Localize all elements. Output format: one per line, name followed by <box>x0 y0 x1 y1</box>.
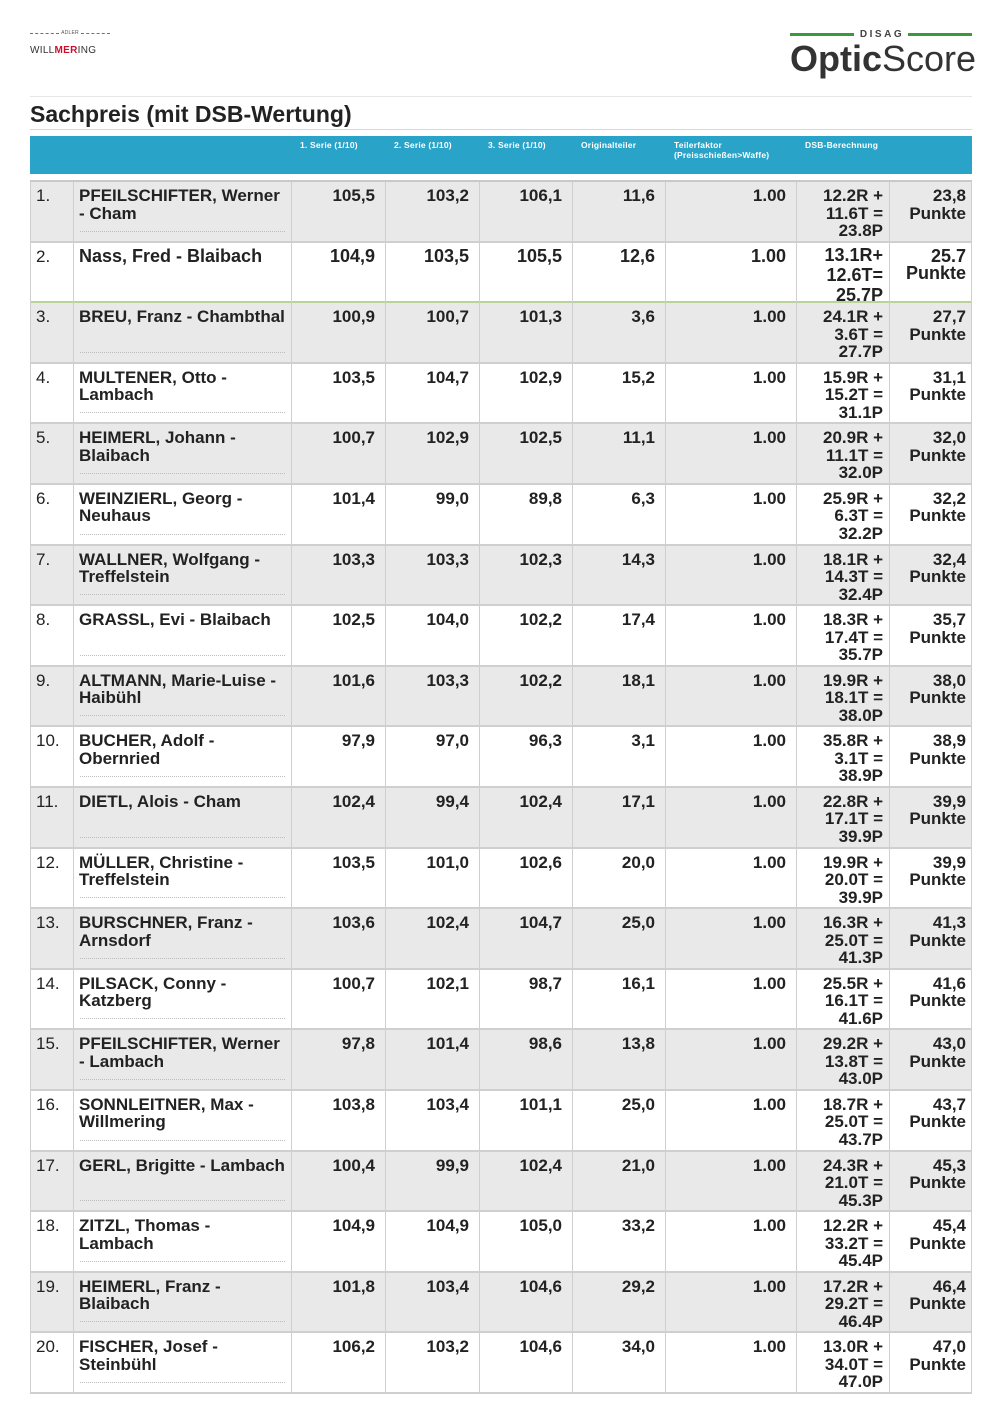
serie-1-cell: 103,6 <box>292 909 386 968</box>
points-cell: 43,0 Punkte <box>890 1030 972 1089</box>
dsb-calc-cell: 24.3R + 21.0T = 45.3P <box>797 1152 890 1211</box>
name-cell <box>74 849 292 908</box>
participant-name: HEIMERL, Johann - Blaibach <box>79 428 236 465</box>
table-row <box>30 788 972 849</box>
originalteiler-cell: 13,8 <box>573 1030 666 1089</box>
points-cell: 35,7 Punkte <box>890 606 972 665</box>
points-cell: 39,9 Punkte <box>890 849 972 908</box>
dotted-rule <box>80 1382 285 1383</box>
serie-1-cell: 100,7 <box>292 424 386 483</box>
table-row <box>30 727 972 788</box>
teilerfaktor-cell: 1.00 <box>666 1273 797 1332</box>
participant-name: Nass, Fred - Blaibach <box>79 245 263 266</box>
rank-cell: 12. <box>30 849 74 908</box>
dotted-rule <box>80 534 285 535</box>
teilerfaktor-cell: 1.00 <box>666 485 797 544</box>
dotted-rule <box>80 655 285 656</box>
participant-name: PFEILSCHIFTER, Werner - Lambach <box>79 1034 280 1071</box>
dsb-calc-cell: 12.2R + 33.2T = 45.4P <box>797 1212 890 1271</box>
teilerfaktor-cell: 1.00 <box>666 667 797 726</box>
originalteiler-cell: 25,0 <box>573 909 666 968</box>
serie-3-cell: 102,4 <box>480 1152 573 1211</box>
name-cell <box>74 1273 292 1332</box>
serie-2-cell: 103,5 <box>386 243 480 305</box>
name-cell <box>74 1091 292 1150</box>
dsb-calc-cell: 22.8R + 17.1T = 39.9P <box>797 788 890 847</box>
serie-3-cell: 102,2 <box>480 667 573 726</box>
rank-cell: 20. <box>30 1333 74 1392</box>
dotted-rule <box>80 1079 285 1080</box>
teilerfaktor-cell: 1.00 <box>666 424 797 483</box>
serie-3-cell: 102,2 <box>480 606 573 665</box>
points-cell: 38,0 Punkte <box>890 667 972 726</box>
serie-2-cell: 104,9 <box>386 1212 480 1271</box>
serie-3-cell: 98,7 <box>480 970 573 1029</box>
rank-cell: 4. <box>30 364 74 423</box>
serie-1-cell: 104,9 <box>292 1212 386 1271</box>
wordmark-pre: WILL <box>30 45 55 56</box>
table-row <box>30 364 972 425</box>
table-row <box>30 970 972 1031</box>
dotted-rule <box>80 897 285 898</box>
serie-1-cell: 101,4 <box>292 485 386 544</box>
logo-dash-line <box>30 30 110 36</box>
serie-3-cell: 96,3 <box>480 727 573 786</box>
name-cell <box>74 1030 292 1089</box>
originalteiler-cell: 16,1 <box>573 970 666 1029</box>
teilerfaktor-cell: 1.00 <box>666 1333 797 1392</box>
results-table <box>30 129 972 1394</box>
brand-bar-right <box>908 33 972 36</box>
dsb-calc-cell: 29.2R + 13.8T = 43.0P <box>797 1030 890 1089</box>
serie-2-cell: 103,2 <box>386 1333 480 1392</box>
serie-1-cell: 103,5 <box>292 849 386 908</box>
table-header <box>30 136 972 174</box>
teilerfaktor-cell: 1.00 <box>666 727 797 786</box>
rank-cell: 1. <box>30 182 74 241</box>
brand-bar-left <box>790 33 854 36</box>
dotted-rule <box>80 352 285 353</box>
header-teilerfaktor: Teilerfaktor (Preisschießen>Waffe) <box>674 140 770 160</box>
header-rank <box>30 136 74 174</box>
dotted-rule <box>80 1321 285 1322</box>
participant-name: GRASSL, Evi - Blaibach <box>79 610 271 630</box>
originalteiler-cell: 15,2 <box>573 364 666 423</box>
originalteiler-cell: 18,1 <box>573 667 666 726</box>
page-title: Sachpreis (mit DSB-Wertung) <box>30 101 352 127</box>
points-cell: 32,4 Punkte <box>890 546 972 605</box>
originalteiler-cell: 17,4 <box>573 606 666 665</box>
teilerfaktor-cell: 1.00 <box>666 303 797 362</box>
dsb-calc-cell: 20.9R + 11.1T = 32.0P <box>797 424 890 483</box>
points-cell: 31,1 Punkte <box>890 364 972 423</box>
table-row <box>30 243 972 304</box>
table-row <box>30 546 972 607</box>
name-cell <box>74 909 292 968</box>
rank-cell: 17. <box>30 1152 74 1211</box>
table-row <box>30 1091 972 1152</box>
name-cell <box>74 424 292 483</box>
name-cell <box>74 606 292 665</box>
serie-2-cell: 97,0 <box>386 727 480 786</box>
points-cell: 45,3 Punkte <box>890 1152 972 1211</box>
dotted-rule <box>80 715 285 716</box>
table-row <box>30 909 972 970</box>
serie-1-cell: 100,7 <box>292 970 386 1029</box>
brand-top-text: DISAG <box>859 28 905 40</box>
serie-3-cell: 104,6 <box>480 1273 573 1332</box>
serie-3-cell: 102,6 <box>480 849 573 908</box>
teilerfaktor-cell: 1.00 <box>666 1030 797 1089</box>
participant-name: BREU, Franz - Chambthal <box>79 307 285 327</box>
points-cell: 32,0 Punkte <box>890 424 972 483</box>
originalteiler-cell: 3,6 <box>573 303 666 362</box>
serie-2-cell: 101,4 <box>386 1030 480 1089</box>
header-serie-2: 2. Serie (1/10) <box>394 140 452 150</box>
serie-3-cell: 102,9 <box>480 364 573 423</box>
points-cell: 46,4 Punkte <box>890 1273 972 1332</box>
dotted-rule <box>80 776 285 777</box>
serie-3-cell: 98,6 <box>480 1030 573 1089</box>
table-row <box>30 1333 972 1394</box>
header-name <box>74 136 292 174</box>
serie-3-cell: 104,6 <box>480 1333 573 1392</box>
originalteiler-cell: 12,6 <box>573 243 666 305</box>
points-cell: 32,2 Punkte <box>890 485 972 544</box>
serie-3-cell: 102,5 <box>480 424 573 483</box>
teilerfaktor-cell: 1.00 <box>666 970 797 1029</box>
table-row <box>30 1030 972 1091</box>
participant-name: BUCHER, Adolf - Obernried <box>79 731 215 768</box>
dotted-rule <box>80 1200 285 1201</box>
teilerfaktor-cell: 1.00 <box>666 1091 797 1150</box>
serie-1-cell: 100,9 <box>292 303 386 362</box>
rank-cell: 16. <box>30 1091 74 1150</box>
table-row <box>30 485 972 546</box>
points-cell: 27,7 Punkte <box>890 303 972 362</box>
rank-cell: 18. <box>30 1212 74 1271</box>
serie-2-cell: 102,4 <box>386 909 480 968</box>
header-dsb-berechnung: DSB-Berechnung <box>805 140 879 150</box>
dsb-calc-cell: 13.0R + 34.0T = 47.0P <box>797 1333 890 1392</box>
serie-3-cell: 101,3 <box>480 303 573 362</box>
name-cell <box>74 303 292 362</box>
originalteiler-cell: 33,2 <box>573 1212 666 1271</box>
serie-1-cell: 103,5 <box>292 364 386 423</box>
table-row <box>30 667 972 728</box>
table-row <box>30 182 972 243</box>
rank-cell: 11. <box>30 788 74 847</box>
name-cell <box>74 788 292 847</box>
name-cell <box>74 243 292 305</box>
dotted-rule <box>80 594 285 595</box>
wordmark-post: ING <box>77 45 97 56</box>
dotted-rule <box>80 1140 285 1141</box>
teilerfaktor-cell: 1.00 <box>666 546 797 605</box>
header-originalteiler: Originalteiler <box>581 140 637 150</box>
originalteiler-cell: 20,0 <box>573 849 666 908</box>
points-cell: 41,6 Punkte <box>890 970 972 1029</box>
teilerfaktor-cell: 1.00 <box>666 606 797 665</box>
serie-2-cell: 103,4 <box>386 1091 480 1150</box>
serie-1-cell: 103,3 <box>292 546 386 605</box>
table-header-gap <box>30 174 972 182</box>
rank-cell: 19. <box>30 1273 74 1332</box>
table-row <box>30 303 972 364</box>
originalteiler-cell: 11,6 <box>573 182 666 241</box>
rank-cell: 8. <box>30 606 74 665</box>
rank-cell: 3. <box>30 303 74 362</box>
brand-wordmark <box>790 38 977 79</box>
serie-2-cell: 104,7 <box>386 364 480 423</box>
serie-2-cell: 103,2 <box>386 182 480 241</box>
opticscore-logo <box>790 28 977 79</box>
participant-name: DIETL, Alois - Cham <box>79 791 241 811</box>
wordmark-mid: MER <box>54 45 78 56</box>
points-cell: 38,9 Punkte <box>890 727 972 786</box>
rank-cell: 14. <box>30 970 74 1029</box>
originalteiler-cell: 11,1 <box>573 424 666 483</box>
name-cell <box>74 727 292 786</box>
participant-name: FISCHER, Josef - Steinbühl <box>79 1337 218 1374</box>
name-cell <box>74 364 292 423</box>
points-cell: 23,8 Punkte <box>890 182 972 241</box>
teilerfaktor-cell: 1.00 <box>666 243 797 305</box>
serie-3-cell: 101,1 <box>480 1091 573 1150</box>
brand-name-bold: Optic <box>790 38 883 79</box>
serie-2-cell: 103,4 <box>386 1273 480 1332</box>
serie-3-cell: 102,3 <box>480 546 573 605</box>
points-cell: 47,0 Punkte <box>890 1333 972 1392</box>
serie-2-cell: 99,9 <box>386 1152 480 1211</box>
rank-cell: 13. <box>30 909 74 968</box>
originalteiler-cell: 34,0 <box>573 1333 666 1392</box>
table-row <box>30 849 972 910</box>
teilerfaktor-cell: 1.00 <box>666 909 797 968</box>
dsb-calc-cell: 12.2R + 11.6T = 23.8P <box>797 182 890 241</box>
table-row <box>30 606 972 667</box>
name-cell <box>74 485 292 544</box>
header-serie-3: 3. Serie (1/10) <box>488 140 546 150</box>
points-cell: 25.7 Punkte <box>890 243 972 305</box>
participant-name: HEIMERL, Franz - Blaibach <box>79 1276 221 1314</box>
originalteiler-cell: 21,0 <box>573 1152 666 1211</box>
originalteiler-cell: 17,1 <box>573 788 666 847</box>
name-cell <box>74 970 292 1029</box>
teilerfaktor-cell: 1.00 <box>666 849 797 908</box>
header-serie-1: 1. Serie (1/10) <box>300 140 358 150</box>
serie-1-cell: 102,4 <box>292 788 386 847</box>
dsb-calc-cell: 24.1R + 3.6T = 27.7P <box>797 303 890 362</box>
name-cell <box>74 546 292 605</box>
dotted-rule <box>80 412 285 413</box>
participant-name: ALTMANN, Marie-Luise - Haibühl <box>79 670 277 708</box>
dotted-rule <box>80 958 285 959</box>
teilerfaktor-cell: 1.00 <box>666 364 797 423</box>
dotted-rule <box>80 837 285 838</box>
serie-1-cell: 97,8 <box>292 1030 386 1089</box>
rank-cell: 5. <box>30 424 74 483</box>
dsb-calc-cell: 16.3R + 25.0T = 41.3P <box>797 909 890 968</box>
serie-2-cell: 102,9 <box>386 424 480 483</box>
rank-cell: 9. <box>30 667 74 726</box>
serie-1-cell: 101,6 <box>292 667 386 726</box>
table-body <box>30 182 972 1394</box>
serie-2-cell: 100,7 <box>386 303 480 362</box>
teilerfaktor-cell: 1.00 <box>666 182 797 241</box>
serie-3-cell: 106,1 <box>480 182 573 241</box>
table-top-rule <box>30 129 972 136</box>
table-row <box>30 1212 972 1273</box>
name-cell <box>74 667 292 726</box>
originalteiler-cell: 3,1 <box>573 727 666 786</box>
dotted-rule <box>80 231 285 232</box>
teilerfaktor-cell: 1.00 <box>666 1152 797 1211</box>
logo-top-text: ADLER <box>61 30 79 36</box>
dsb-calc-cell: 17.2R + 29.2T = 46.4P <box>797 1273 890 1332</box>
participant-name: MULTENER, Otto - Lambach <box>79 367 227 405</box>
serie-2-cell: 103,3 <box>386 667 480 726</box>
serie-3-cell: 89,8 <box>480 485 573 544</box>
participant-name: WEINZIERL, Georg - Neuhaus <box>79 488 243 526</box>
dotted-rule <box>80 1018 285 1019</box>
serie-2-cell: 103,3 <box>386 546 480 605</box>
originalteiler-cell: 29,2 <box>573 1273 666 1332</box>
name-cell <box>74 1212 292 1271</box>
serie-2-cell: 101,0 <box>386 849 480 908</box>
club-wordmark <box>30 45 110 56</box>
serie-3-cell: 102,4 <box>480 788 573 847</box>
dsb-calc-cell: 13.1R+ 12.6T= 25.7P <box>797 243 890 305</box>
serie-1-cell: 106,2 <box>292 1333 386 1392</box>
name-cell <box>74 182 292 241</box>
participant-name: GERL, Brigitte - Lambach <box>79 1155 285 1175</box>
rank-cell: 15. <box>30 1030 74 1089</box>
brand-name-light: Score <box>882 38 977 79</box>
rank-cell: 7. <box>30 546 74 605</box>
serie-1-cell: 105,5 <box>292 182 386 241</box>
teilerfaktor-cell: 1.00 <box>666 1212 797 1271</box>
dsb-calc-cell: 18.1R + 14.3T = 32.4P <box>797 546 890 605</box>
participant-name: MÜLLER, Christine - Treffelstein <box>79 852 244 890</box>
table-row <box>30 424 972 485</box>
originalteiler-cell: 14,3 <box>573 546 666 605</box>
table-row <box>30 1152 972 1213</box>
serie-2-cell: 99,0 <box>386 485 480 544</box>
points-cell: 39,9 Punkte <box>890 788 972 847</box>
dotted-rule <box>80 1261 285 1262</box>
serie-3-cell: 105,0 <box>480 1212 573 1271</box>
dsb-calc-cell: 35.8R + 3.1T = 38.9P <box>797 727 890 786</box>
serie-3-cell: 105,5 <box>480 243 573 305</box>
serie-1-cell: 97,9 <box>292 727 386 786</box>
serie-2-cell: 99,4 <box>386 788 480 847</box>
dsb-calc-cell: 18.7R + 25.0T = 43.7P <box>797 1091 890 1150</box>
serie-3-cell: 104,7 <box>480 909 573 968</box>
participant-name: WALLNER, Wolfgang - Treffelstein <box>79 549 260 587</box>
club-logo <box>30 30 110 56</box>
serie-2-cell: 102,1 <box>386 970 480 1029</box>
originalteiler-cell: 6,3 <box>573 485 666 544</box>
points-cell: 45,4 Punkte <box>890 1212 972 1271</box>
dsb-calc-cell: 19.9R + 20.0T = 39.9P <box>797 849 890 908</box>
name-cell <box>74 1152 292 1211</box>
participant-name: PILSACK, Conny - Katzberg <box>79 973 227 1011</box>
dsb-calc-cell: 19.9R + 18.1T = 38.0P <box>797 667 890 726</box>
teilerfaktor-cell: 1.00 <box>666 788 797 847</box>
serie-1-cell: 104,9 <box>292 243 386 305</box>
dsb-calc-cell: 15.9R + 15.2T = 31.1P <box>797 364 890 423</box>
serie-2-cell: 104,0 <box>386 606 480 665</box>
header-points <box>890 136 972 174</box>
serie-1-cell: 101,8 <box>292 1273 386 1332</box>
serie-1-cell: 103,8 <box>292 1091 386 1150</box>
rank-cell: 6. <box>30 485 74 544</box>
dotted-rule <box>80 473 285 474</box>
participant-name: ZITZL, Thomas - Lambach <box>79 1216 211 1253</box>
participant-name: PFEILSCHIFTER, Werner - Cham <box>79 186 280 223</box>
participant-name: SONNLEITNER, Max - Willmering <box>79 1094 254 1132</box>
rank-cell: 10. <box>30 727 74 786</box>
rank-cell: 2. <box>30 243 74 305</box>
points-cell: 43,7 Punkte <box>890 1091 972 1150</box>
dsb-calc-cell: 25.9R + 6.3T = 32.2P <box>797 485 890 544</box>
dsb-calc-cell: 25.5R + 16.1T = 41.6P <box>797 970 890 1029</box>
name-cell <box>74 1333 292 1392</box>
table-row <box>30 1273 972 1334</box>
serie-1-cell: 100,4 <box>292 1152 386 1211</box>
originalteiler-cell: 25,0 <box>573 1091 666 1150</box>
participant-name: BURSCHNER, Franz - Arnsdorf <box>79 913 253 950</box>
dsb-calc-cell: 18.3R + 17.4T = 35.7P <box>797 606 890 665</box>
serie-1-cell: 102,5 <box>292 606 386 665</box>
header-divider <box>30 96 972 97</box>
points-cell: 41,3 Punkte <box>890 909 972 968</box>
